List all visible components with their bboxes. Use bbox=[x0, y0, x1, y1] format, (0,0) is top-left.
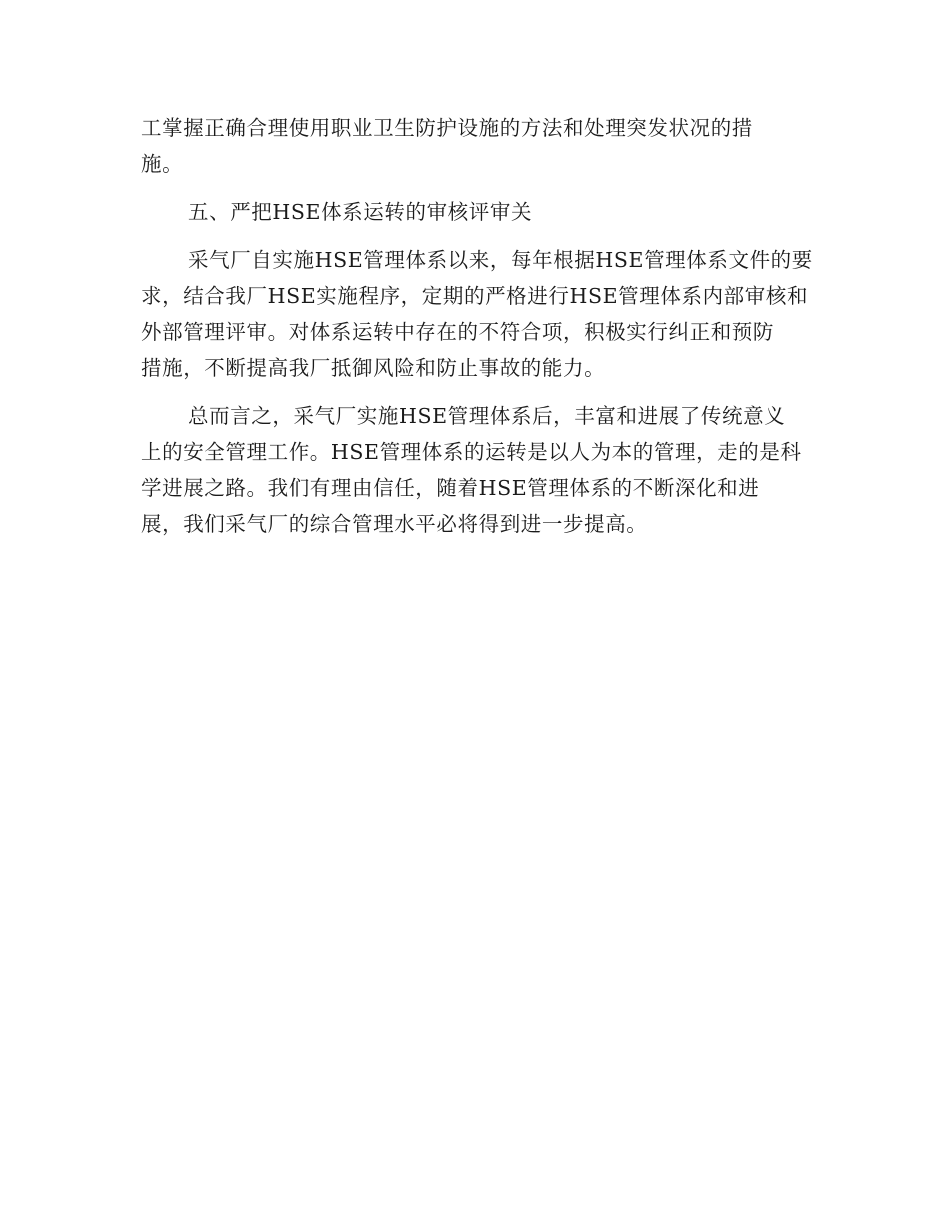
paragraph-line: 展，我们采气厂的综合管理水平必将得到进一步提高。 bbox=[141, 512, 648, 536]
continuation-paragraph bbox=[141, 110, 813, 182]
paragraph-line: 工掌握正确合理使用职业卫生防护设施的方法和处理突发状况的措 bbox=[141, 116, 753, 140]
document-page bbox=[141, 110, 813, 554]
conclusion-paragraph bbox=[141, 398, 813, 542]
paragraph-line: 措施，不断提高我厂抵御风险和防止事故的能力。 bbox=[141, 356, 606, 380]
section-heading bbox=[141, 194, 813, 230]
paragraph-line: 上的安全管理工作。HSE管理体系的运转是以人为本的管理，走的是科 bbox=[141, 440, 802, 464]
paragraph-line: 施。 bbox=[141, 152, 184, 176]
audit-paragraph bbox=[141, 242, 813, 386]
section-heading-text: 五、严把HSE体系运转的审核评审关 bbox=[188, 200, 533, 224]
paragraph-line: 采气厂自实施HSE管理体系以来，每年根据HSE管理体系文件的要 bbox=[188, 248, 813, 272]
paragraph-line: 总而言之，采气厂实施HSE管理体系后，丰富和进展了传统意义 bbox=[188, 404, 786, 428]
paragraph-line: 求，结合我厂HSE实施程序，定期的严格进行HSE管理体系内部审核和 bbox=[141, 284, 809, 308]
paragraph-line: 外部管理评审。对体系运转中存在的不符合项，积极实行纠正和预防 bbox=[141, 320, 774, 344]
paragraph-line: 学进展之路。我们有理由信任，随着HSE管理体系的不断深化和进 bbox=[141, 476, 760, 500]
